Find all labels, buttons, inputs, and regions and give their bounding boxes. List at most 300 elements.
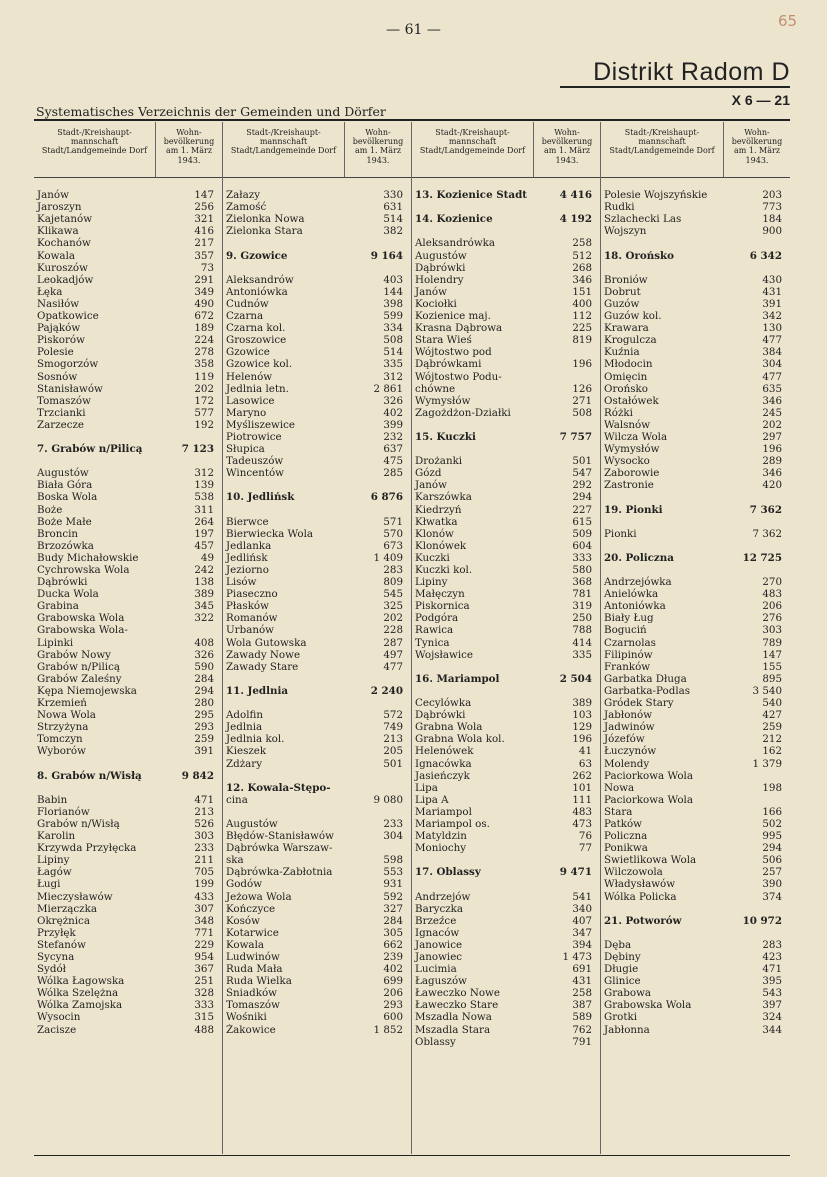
place-name: Piskorów [37,334,85,347]
table-row [412,939,600,951]
table-row [223,636,411,648]
table-row [34,624,222,636]
table-row [412,782,600,794]
place-name: Grabów n/Wisłą [37,817,120,830]
place-name: Zielonka Stara [226,225,303,238]
table-row [601,600,790,612]
table-row [34,225,222,237]
population-value: 673 [383,539,403,552]
header-population: Wohn-bevölkerung am 1. März 1943. [352,128,404,165]
table-row [412,395,600,407]
table-row [412,310,600,322]
place-name: Wójtostwo Podu- [415,370,502,383]
place-name: Paciorkowa Wola [604,793,693,806]
table-row [601,915,790,927]
place-name: Kozienice maj. [415,310,491,323]
table-row [34,370,222,382]
place-name: Krasna Dąbrowa [415,322,503,335]
place-name: Wysocin [37,1011,81,1024]
place-name: Lipa A [415,793,449,806]
table-row [412,419,600,431]
population-value: 162 [762,745,782,758]
population-value: 111 [572,793,592,806]
place-name: Krogulcza [604,334,657,347]
table-row [34,854,222,866]
population-value: 198 [762,781,782,794]
population-value: 382 [383,225,403,238]
place-name: Cudnów [226,297,269,310]
place-name: Zaborowie [604,467,660,480]
population-value: 130 [762,322,782,335]
table-row [601,588,790,600]
population-value: 457 [194,539,214,552]
table-row [601,636,790,648]
place-name: Orońsko [604,382,648,395]
table-row [223,334,411,346]
place-name: Mszadla Stara [415,1023,491,1036]
table-row [601,310,790,322]
place-name: Dąbrówka-Zabłotnia [226,866,333,879]
population-value: 139 [194,479,214,492]
table-row [223,1023,411,1035]
table-row [34,745,222,757]
table-row [412,649,600,661]
place-name: Łagów [37,866,72,879]
place-name: Mszadla Nowa [415,1011,492,1024]
place-name: Zamość [226,201,267,214]
population-value: 202 [762,418,782,431]
table-row [223,503,411,515]
population-value: 691 [572,963,592,976]
table-row [412,370,600,382]
population-value: 315 [194,1011,214,1024]
table-row [601,552,790,564]
population-value: 196 [572,733,592,746]
population-value: 547 [572,467,592,480]
population-value: 342 [762,310,782,323]
population-value: 1 852 [373,1023,403,1036]
place-name: 13. Kozienice Stadt [415,189,528,202]
table-row [223,491,411,503]
table-row [223,322,411,334]
table-row [601,661,790,673]
place-name: Śniadków [226,987,277,1000]
population-value: 258 [572,237,592,250]
table-row [223,915,411,927]
place-name: Kuroszów [37,261,88,274]
table-row [412,854,600,866]
table-row [34,564,222,576]
table-row [223,661,411,673]
table-row [601,782,790,794]
table-row [223,987,411,999]
place-name: Moniochy [415,842,467,855]
population-value: 101 [572,781,592,794]
population-value: 501 [383,757,403,770]
table-row [223,576,411,588]
population-value: 126 [572,382,592,395]
population-value: 192 [194,418,214,431]
population-value: 284 [383,914,403,927]
table-row [601,697,790,709]
place-name: Młodocin [604,358,653,371]
table-row [34,927,222,939]
place-name: Janów [415,479,447,492]
population-value: 672 [194,310,214,323]
table-row [601,939,790,951]
place-name: Kieszek [226,745,267,758]
table-row [601,830,790,842]
table-row [34,903,222,915]
place-name: Ługi [37,878,61,891]
place-name: Lucimia [415,963,457,976]
table-row [223,757,411,769]
place-name: Nowa Wola [37,709,96,722]
place-name: Grabina [37,600,79,613]
table-row [412,455,600,467]
population-value: 819 [572,334,592,347]
place-name: Drożanki [415,455,463,468]
population-value: 391 [194,745,214,758]
table-row [601,395,790,407]
place-name: Grabowa [604,987,652,1000]
table-row [223,564,411,576]
population-value: 473 [572,817,592,830]
table-row [223,262,411,274]
population-value: 239 [383,951,403,963]
population-value: 278 [194,346,214,359]
place-name: Paciorkowa Wola [604,769,693,782]
place-name: Strzyżyna [37,721,89,734]
population-value: 270 [762,576,782,589]
population-value: 325 [383,600,403,613]
place-name: Filipinów [604,648,653,661]
place-name: Załazy [226,189,261,202]
table-row [601,358,790,370]
place-name: Piotrowice [226,430,282,443]
place-name: Rudki [604,201,635,214]
place-name: Augustów [37,467,89,480]
table-row [223,818,411,830]
place-name: Lisów [226,576,257,589]
table-row [601,1011,790,1023]
header-place: Stadt-/Kreishaupt-mannschaft Stadt/Landgemeinde Dorf [412,122,534,177]
place-name: Kociołki [415,297,457,310]
population-value: 330 [383,189,403,202]
table-row [412,745,600,757]
population-value: 284 [194,672,214,685]
place-name: Rawica [415,624,454,637]
place-name: Jedlnia [226,721,263,734]
population-value: 571 [383,515,403,528]
table-row [601,528,790,540]
header-place: Stadt-/Kreishaupt-mannschaft Stadt/Landgemeinde Dorf [601,122,724,177]
place-name: Grabowska Wola- [37,624,128,637]
population-value: 615 [572,515,592,528]
population-value: 326 [194,648,214,661]
table-row [412,1011,600,1023]
table-row [34,237,222,249]
place-name: Augustów [226,817,278,830]
place-name: Sosnów [37,370,78,383]
place-name: Gródek Stary [604,697,674,710]
table-row [601,927,790,939]
population-value: 477 [762,334,782,347]
table-row [223,842,411,854]
population-value: 349 [194,285,214,298]
place-name: Krawara [604,322,649,335]
place-name: Garbatka-Podlas [604,684,691,697]
table-row [601,274,790,286]
population-value: 312 [194,467,214,480]
place-name: Tynica [415,636,450,649]
place-name: Ruda Wielka [226,975,292,988]
place-name: Długie [604,963,639,976]
population-value: 147 [762,648,782,661]
population-value: 250 [572,612,592,625]
place-name: Boże Małe [37,515,92,528]
population-value: 402 [383,963,403,976]
population-value: 2 504 [559,672,592,685]
place-name: Maryno [226,406,267,419]
place-name: Klonówek [415,539,467,552]
place-name: Omięcin [604,370,648,383]
population-value: 374 [762,890,782,903]
table-row [412,1036,600,1048]
place-name: Kuźnia [604,346,640,359]
table-row [34,443,222,455]
table-row [601,890,790,902]
table-row [601,455,790,467]
population-value: 3 540 [752,684,782,697]
population-value: 217 [194,237,214,250]
place-name: Zawady Nowe [226,648,301,661]
table-row [601,540,790,552]
population-value: 600 [383,1011,403,1024]
population-value: 572 [383,709,403,722]
population-value: 367 [194,963,214,976]
population-value: 264 [194,515,214,528]
table-row [34,383,222,395]
table-row [412,890,600,902]
page-number: — 61 — [386,22,441,38]
place-name: Karolin [37,830,76,843]
table-row [412,697,600,709]
population-value: 604 [572,539,592,552]
place-name: Piskornica [415,600,470,613]
population-value: 471 [762,963,782,976]
population-value: 348 [194,914,214,927]
place-name: Żakowice [226,1023,276,1036]
population-value: 155 [762,660,782,673]
population-value: 789 [762,636,782,649]
table-row [223,685,411,697]
place-name: Grabna Wola [415,721,483,734]
population-value: 526 [194,817,214,830]
place-name: Lasowice [226,394,275,407]
column-rows [601,178,790,1036]
population-value: 995 [762,830,782,843]
population-value: 333 [572,551,592,564]
place-name: Grabów Zaleśny [37,672,122,685]
top-rule [34,119,790,121]
population-value: 389 [194,588,214,601]
population-value: 545 [383,588,403,601]
place-name: Grabowska Wola [37,612,125,625]
place-name: Wojsławice [415,648,474,661]
population-value: 311 [194,503,214,516]
population-value: 184 [762,213,782,226]
table-row [601,467,790,479]
place-name: chówne [415,382,456,395]
place-name: Godów [226,878,263,891]
population-value: 276 [762,612,782,625]
population-value: 497 [383,648,403,661]
table-row [34,806,222,818]
population-value: 357 [194,249,214,262]
place-name: Antoniówka [604,600,666,613]
table-row [223,1011,411,1023]
place-name: Różki [604,406,633,419]
place-name: Wyborów [37,745,86,758]
table-row [34,346,222,358]
population-value: 699 [383,975,403,988]
population-value: 477 [383,660,403,673]
place-name: Zastronie [604,479,654,492]
place-name: Ławeczko Nowe [415,987,500,1000]
population-value: 340 [572,902,592,915]
table-row [601,443,790,455]
population-value: 397 [762,999,782,1012]
table-row [412,564,600,576]
place-name: Jasieńczyk [415,769,470,782]
place-name: Wincentów [226,467,284,480]
table-row [223,624,411,636]
place-name: Groszowice [226,334,287,347]
place-name: Helenówek [415,745,474,758]
place-name: Jedlińsk [226,551,268,564]
population-value: 257 [762,866,782,879]
place-name: Dąbrówka Warszaw- [226,842,333,855]
population-value: 2 861 [373,382,403,395]
place-name: Łęka [37,285,63,298]
table-row [412,866,600,878]
table-row [601,262,790,274]
table-row [223,225,411,237]
place-name: Ludwinów [226,951,280,963]
table-row [601,951,790,963]
place-name: Oblassy [415,1035,456,1048]
table-row [34,588,222,600]
table-row [34,322,222,334]
population-value: 389 [572,697,592,710]
population-value: 1 473 [562,951,592,963]
population-value: 49 [200,551,214,564]
place-name: Władysławów [604,878,676,891]
table-row [412,540,600,552]
table-row [34,951,222,963]
place-name: Klikawa [37,225,79,238]
population-value: 294 [572,491,592,504]
table-row [34,794,222,806]
population-value: 202 [194,382,214,395]
population-value: 540 [762,697,782,710]
population-value: 592 [383,890,403,903]
population-value: 242 [194,564,214,576]
table-row [34,721,222,733]
population-value: 501 [572,455,592,468]
population-value: 305 [383,926,403,939]
place-name: Grotki [604,1011,638,1024]
table-row [223,358,411,370]
header-place: Stadt-/Kreishaupt-mannschaft Stadt/Landgemeinde Dorf [223,122,345,177]
population-value: 293 [383,999,403,1012]
table-row [412,709,600,721]
table-row [223,540,411,552]
table-column [601,122,790,1154]
population-value: 258 [572,987,592,1000]
population-value: 307 [194,902,214,915]
place-name: Wośniki [226,1011,267,1024]
table-row [601,903,790,915]
population-value: 407 [572,914,592,927]
table-row [223,975,411,987]
place-name: Florianów [37,805,90,818]
table-row [34,395,222,407]
place-name: cina [226,793,248,806]
place-name: 12. Kowala-Stępo- [226,781,331,794]
table-row [412,358,600,370]
column-header [601,122,790,178]
place-name: Grabów Nowy [37,648,112,661]
table-row [34,939,222,951]
place-name: Molendy [604,757,650,770]
header-population: Wohn-bevölkerung am 1. März 1943. [541,128,593,165]
table-row [412,600,600,612]
population-value: 416 [194,225,214,238]
population-value: 4 192 [559,213,592,226]
table-row [412,963,600,975]
place-name: Gzowice [226,346,270,359]
place-name: Nowa [604,781,635,794]
population-value: 1 409 [373,551,403,564]
population-value: 427 [762,709,782,722]
population-value: 543 [762,987,782,1000]
table-row [412,794,600,806]
population-value: 541 [572,890,592,903]
table-row [223,794,411,806]
population-value: 9 471 [559,866,592,879]
population-value: 12 725 [742,551,782,564]
population-value: 384 [762,346,782,359]
table-row [601,721,790,733]
table-row [223,866,411,878]
table-row [412,661,600,673]
population-value: 202 [383,612,403,625]
population-value: 508 [383,334,403,347]
population-value: 213 [194,805,214,818]
population-value: 809 [383,576,403,589]
table-row [412,262,600,274]
place-name: Wojszyn [604,225,647,238]
population-value: 420 [762,479,782,492]
table-row [601,842,790,854]
table-row [223,213,411,225]
table-row [223,346,411,358]
population-value: 346 [762,467,782,480]
table-row [223,516,411,528]
table-row [223,927,411,939]
